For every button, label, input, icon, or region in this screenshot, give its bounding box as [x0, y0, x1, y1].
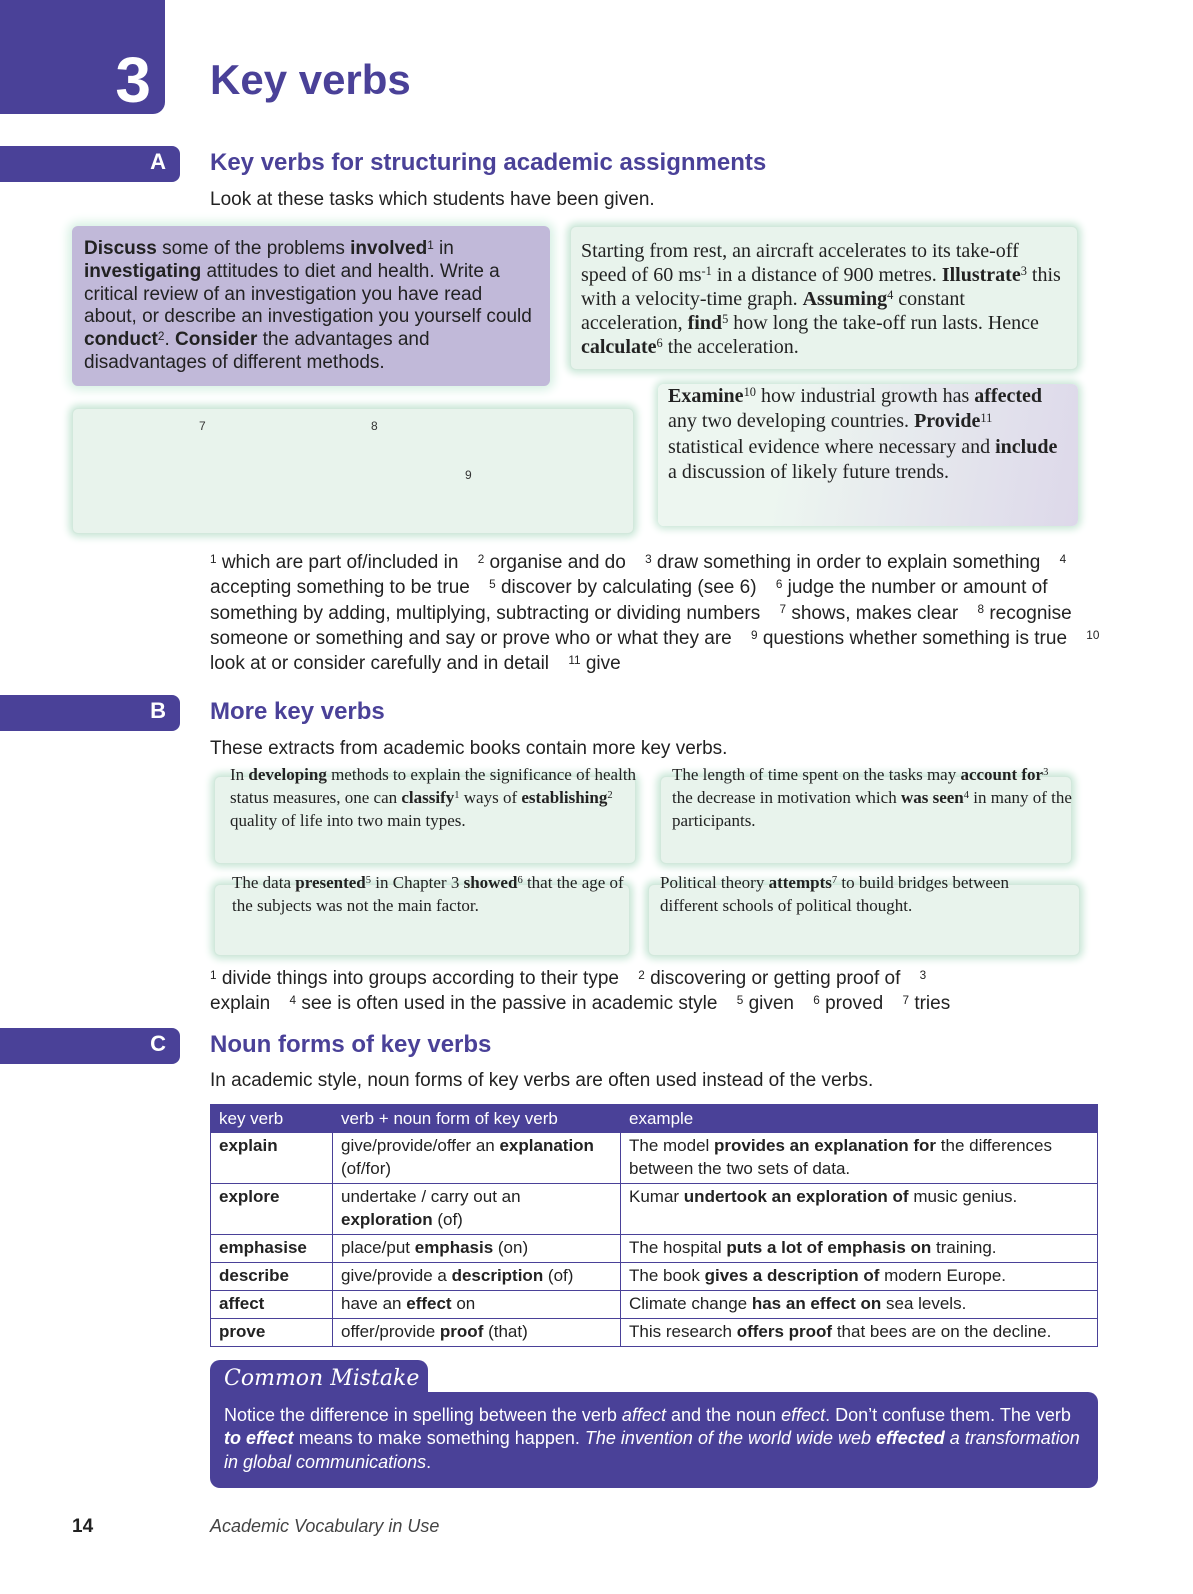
table-row: [211, 1290, 1098, 1318]
extract-political-text: Political theory attempts$^7$ to build bridges between different schools of political thought.: [660, 873, 1009, 915]
section-b-tab: [0, 695, 180, 731]
section-a-letter: A: [150, 149, 166, 174]
key-verb-cell: explore: [211, 1183, 333, 1234]
unit-number: 3: [115, 44, 151, 116]
gloss-item: $^8$ recognise someone or something and say or prove who or what they are: [210, 602, 1072, 649]
common-mistake-box: Notice the difference in spelling between the verb affect and the noun effect. Don’t confuse them. The verb to effect means to make something happen. The invention of the world wide web effected a transformation in global communications.: [210, 1392, 1098, 1488]
gloss-item: $^{10}$ look at or consider carefully and in detail: [210, 628, 1100, 675]
gloss-item: $^1$ divide things into groups according to their type: [210, 968, 619, 989]
key-verb-cell: affect: [211, 1290, 333, 1318]
example-cell: The hospital puts a lot of emphasis on training.: [621, 1234, 1098, 1262]
extract-health-text: In developing methods to explain the significance of health status measures, one can classify$^1$ ways of establishing$^2$ quality of life into two main types.: [230, 765, 637, 830]
table-header-key-verb: key verb: [211, 1105, 333, 1133]
task-card-aircraft: [570, 226, 1078, 370]
key-verb-cell: explain: [211, 1133, 333, 1184]
footnote-mark-9: 9: [465, 468, 472, 482]
gloss-item: $^6$ judge the number or amount of something by adding, multiplying, subtracting or dividing numbers: [210, 577, 1048, 624]
table-row: [211, 1133, 1098, 1184]
task-card-blank: [72, 408, 634, 534]
table-header-row: [211, 1105, 1098, 1133]
task-card-discuss: [72, 226, 550, 386]
section-b-letter: B: [150, 698, 166, 723]
gloss-item: $^5$ discover by calculating (see 6): [489, 577, 757, 599]
table-row: [211, 1183, 1098, 1234]
table-row: [211, 1262, 1098, 1290]
noun-forms-table: [210, 1104, 1098, 1347]
key-verb-cell: emphasise: [211, 1234, 333, 1262]
footnote-mark-7: 7: [199, 419, 206, 433]
glossary-section-b: [210, 966, 970, 1017]
gloss-item: $^{11}$ give: [568, 653, 621, 675]
section-a-tab: [0, 146, 180, 182]
example-cell: The book gives a description of modern Europe.: [621, 1262, 1098, 1290]
table-row: [211, 1318, 1098, 1346]
section-b-title: More key verbs: [210, 698, 385, 725]
example-cell: Kumar undertook an exploration of music genius.: [621, 1183, 1098, 1234]
task-card-discuss-text: Discuss some of the problems involved$^1$ in investigating attitudes to diet and health. Write a critical review of an investigation you have read about, or describe an investigation you yourself could conduct$^2$. Consider the advantages and disadvantages of different methods.: [84, 238, 532, 373]
example-cell: The model provides an explanation for the differences between the two sets of data.: [621, 1133, 1098, 1184]
page-number: 14: [72, 1516, 94, 1537]
glossary-section-a: [210, 550, 1110, 676]
section-c-intro: In academic style, noun forms of key verbs are often used instead of the verbs.: [210, 1070, 874, 1091]
book-title: Academic Vocabulary in Use: [210, 1516, 440, 1536]
section-c-tab: [0, 1028, 180, 1064]
unit-title: Key verbs: [210, 56, 411, 103]
key-verb-cell: describe: [211, 1262, 333, 1290]
gloss-item: $^3$ draw something in order to explain something: [645, 552, 1041, 573]
noun-form-cell: give/provide/offer an explanation (of/for): [333, 1133, 621, 1184]
extract-data-text: The data presented$^5$ in Chapter 3 showed$^6$ that the age of the subjects was not the main factor.: [232, 873, 624, 915]
gloss-item: $^5$ given: [736, 993, 794, 1015]
gloss-item: $^9$ questions whether something is true: [751, 627, 1068, 649]
gloss-item: $^6$ proved: [813, 993, 884, 1015]
example-cell: This research offers proof that bees are on the decline.: [621, 1318, 1098, 1346]
gloss-item: $^7$ shows, makes clear: [779, 602, 959, 624]
common-mistake-title: Common Mistake: [224, 1366, 420, 1391]
table-header-example: example: [621, 1105, 1098, 1133]
section-c-title: Noun forms of key verbs: [210, 1031, 492, 1058]
table-row: [211, 1234, 1098, 1262]
section-a-title: Key verbs for structuring academic assignments: [210, 149, 767, 176]
noun-form-cell: offer/provide proof (that): [333, 1318, 621, 1346]
gloss-item: $^3$ explain: [210, 968, 927, 1015]
unit-number-tab: [0, 0, 165, 114]
extract-tasks-text: The length of time spent on the tasks may account for$^3$ the decrease in motivation which was seen$^4$ in many of the participants.: [672, 765, 1072, 830]
noun-form-cell: place/put emphasis (on): [333, 1234, 621, 1262]
gloss-item: $^4$ see is often used in the passive in academic style: [289, 993, 718, 1015]
gloss-item: $^1$ which are part of/included in: [210, 552, 459, 573]
footnote-mark-8: 8: [371, 419, 378, 433]
section-c-letter: C: [150, 1031, 166, 1056]
task-card-aircraft-text: Starting from rest, an aircraft accelerates to its take-off speed of 60 $ms^{-1}$ in a distance of 900 metres. Illustrate$^3$ this with a velocity-time graph. Assuming$^4$ constant acceleration, find$^5$ how long the take-off run lasts. Hence calculate$^6$ the acceleration.: [581, 240, 1061, 358]
gloss-item: $^2$ discovering or getting proof of: [638, 968, 901, 989]
gloss-item: $^4$ accepting something to be true: [210, 552, 1067, 599]
section-a-intro: Look at these tasks which students have been given.: [210, 189, 655, 210]
noun-form-cell: give/provide a description (of): [333, 1262, 621, 1290]
table-header-noun-form: verb + noun form of key verb: [333, 1105, 621, 1133]
key-verb-cell: prove: [211, 1318, 333, 1346]
noun-form-cell: have an effect on: [333, 1290, 621, 1318]
section-b-intro: These extracts from academic books contain more key verbs.: [210, 738, 728, 759]
task-card-examine: [658, 384, 1078, 526]
task-card-examine-text: Examine$^{10}$ how industrial growth has affected any two developing countries. Provide$^{11}$ statistical evidence where necessary and include a discussion of likely future trends.: [668, 385, 1058, 484]
gloss-item: $^7$ tries: [902, 993, 951, 1015]
example-cell: Climate change has an effect on sea levels.: [621, 1290, 1098, 1318]
noun-form-cell: undertake / carry out an exploration (of): [333, 1183, 621, 1234]
gloss-item: $^2$ organise and do: [477, 552, 626, 573]
